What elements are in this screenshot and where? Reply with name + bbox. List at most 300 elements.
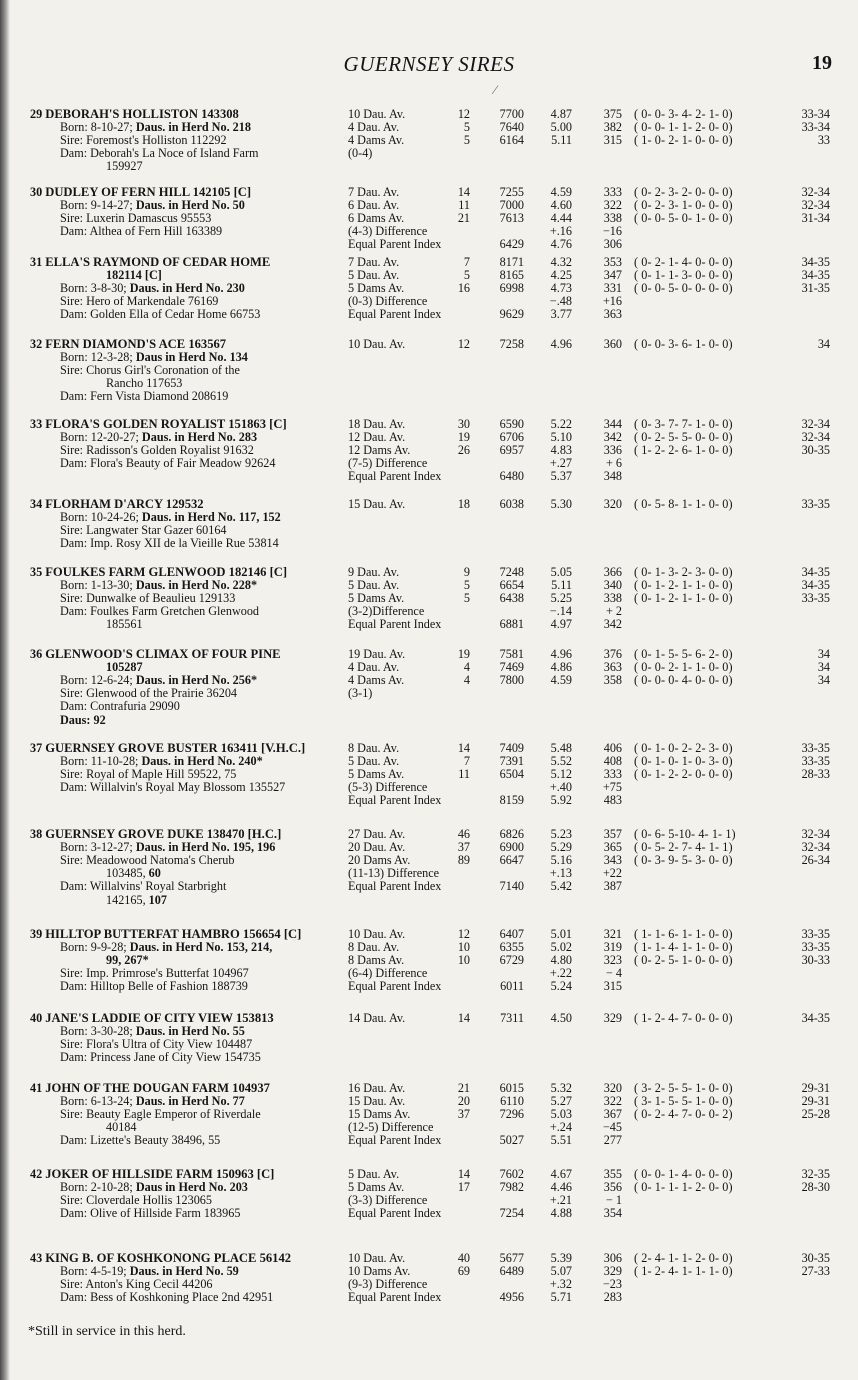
production-distribution: ( 0- 5- 8- 1- 1- 0- 0) [634, 497, 733, 511]
test-years: 34-35 [801, 255, 830, 269]
record-count: 9 [463, 565, 470, 579]
test-years: 26-34 [801, 853, 830, 868]
fat-lbs: 315 [603, 133, 622, 148]
pedigree-line [60, 1291, 273, 1304]
record-count: 5 [463, 591, 470, 606]
entry-number: 30 [30, 185, 43, 199]
herd-reference: Daus in Herd No. 203 [135, 1180, 248, 1195]
test-percent: 3.77 [550, 307, 572, 322]
test-years: 29-31 [801, 1094, 830, 1109]
sire-title [30, 1082, 270, 1095]
test-percent: 5.39 [550, 1251, 572, 1265]
test-years: 32-34 [801, 840, 830, 855]
herd-reference: Daus. in Herd No. 55 [135, 1024, 245, 1039]
production-distribution: ( 0- 0- 0- 4- 0- 0- 0) [634, 673, 733, 688]
pedigree-line [60, 781, 285, 794]
page-title: GUERNSEY SIRES [343, 52, 515, 76]
fat-lbs: − 4 [605, 966, 622, 981]
entry-number: 38 [30, 827, 43, 841]
pedigree-text: 142165, [106, 892, 146, 907]
milk-lbs: 7469 [499, 660, 524, 675]
record-count: 10 [457, 953, 470, 968]
pedigree-line [60, 605, 259, 618]
test-percent: 4.32 [550, 255, 572, 269]
record-count: 12 [457, 337, 470, 351]
test-years: 31-35 [801, 281, 830, 296]
milk-lbs: 6015 [499, 1081, 524, 1095]
milk-lbs: 6654 [499, 578, 524, 593]
record-count: 21 [457, 211, 470, 226]
pedigree-text: Sire: Glenwood of the Prairie 36204 [60, 686, 238, 701]
test-percent: 5.16 [550, 853, 572, 868]
sire-name: JOHN OF THE DOUGAN FARM 104937 [45, 1081, 270, 1095]
milk-lbs: 7409 [499, 741, 524, 755]
stat-label: (0-3) Difference [348, 294, 428, 309]
sire-name: FLORHAM D'ARCY 129532 [45, 497, 204, 511]
milk-lbs: 7296 [499, 1107, 524, 1122]
stat-label: 27 Dau. Av. [348, 827, 406, 841]
test-percent: 5.92 [550, 793, 572, 808]
stat-label: 4 Dams Av. [348, 133, 405, 148]
production-distribution: ( 0- 2- 1- 4- 0- 0- 0) [634, 255, 733, 269]
production-distribution: ( 0- 1- 2- 2- 0- 0- 0) [634, 767, 733, 782]
test-years: 33-35 [801, 497, 830, 511]
entry-number: 29 [30, 107, 43, 121]
pedigree-line [106, 269, 162, 282]
pedigree-line [60, 841, 275, 854]
pedigree-line [60, 592, 235, 605]
test-years: 33-35 [801, 927, 830, 941]
milk-lbs: 6438 [499, 591, 524, 606]
pedigree-line [60, 1051, 261, 1064]
entry-number: 43 [30, 1251, 43, 1265]
test-years: 34 [817, 660, 830, 675]
pedigree-line [60, 147, 259, 160]
test-years: 33 [817, 133, 830, 148]
pedigree-text: Dam: Willalvins' Royal Starbright [60, 879, 227, 894]
fat-lbs: 336 [603, 443, 622, 458]
milk-lbs: 7640 [499, 120, 524, 135]
entry-number: 32 [30, 337, 43, 351]
stat-label: 15 Dams Av. [348, 1107, 411, 1122]
fat-lbs: 365 [603, 840, 622, 855]
pedigree-text: Born: 3-30-28; [60, 1024, 133, 1039]
fat-lbs: 375 [603, 107, 622, 121]
fat-lbs: 320 [603, 1081, 622, 1095]
pedigree-text: Born: 9-9-28; [60, 940, 127, 955]
milk-lbs: 7255 [499, 185, 524, 199]
entry-number: 40 [30, 1011, 43, 1025]
stat-label: 12 Dau. Av. [348, 430, 406, 445]
pedigree-line [60, 390, 228, 403]
milk-lbs: 6429 [499, 237, 524, 252]
test-percent: 5.07 [550, 1264, 572, 1279]
test-years: 27-33 [801, 1264, 830, 1279]
production-distribution: ( 0- 1- 1- 3- 0- 0- 0) [634, 268, 733, 283]
sire-name: JOKER OF HILLSIDE FARM 150963 [C] [45, 1167, 275, 1181]
pedigree-line [60, 212, 211, 225]
production-distribution: ( 0- 2- 5- 5- 0- 0- 0) [634, 430, 733, 445]
pedigree-text: Dam: Flora's Beauty of Fair Meadow 92624 [60, 456, 276, 471]
fat-lbs: 323 [603, 953, 622, 968]
fat-lbs: 357 [603, 827, 622, 841]
pedigree-text: Sire: Dunwalke of Beaulieu 129133 [60, 591, 236, 606]
pedigree-line [60, 351, 248, 364]
herd-reference: Daus. in Herd No. 228* [135, 578, 258, 593]
milk-lbs: 6489 [499, 1264, 524, 1279]
stat-label: (9-3) Difference [348, 1277, 428, 1292]
production-distribution: ( 0- 1- 0- 2- 2- 3- 0) [634, 741, 733, 755]
stat-label: 10 Dau. Av. [348, 107, 406, 121]
production-distribution: ( 0- 2- 4- 7- 0- 0- 2) [634, 1107, 733, 1122]
test-percent: 4.50 [550, 1011, 572, 1025]
test-percent: 4.25 [550, 268, 572, 283]
pedigree-line [60, 364, 240, 377]
pedigree-line [60, 579, 257, 592]
herd-reference: 60 [148, 866, 161, 881]
entry-number: 36 [30, 647, 43, 661]
record-count: 37 [457, 840, 470, 855]
test-percent: 5.42 [550, 879, 572, 894]
test-years: 34-35 [801, 1011, 830, 1025]
pedigree-text: 185561 [106, 617, 143, 632]
production-distribution: ( 0- 0- 5- 0- 0- 0- 0) [634, 281, 733, 296]
sire-name: JANE'S LADDIE OF CITY VIEW 153813 [45, 1011, 274, 1025]
milk-lbs: 6826 [499, 827, 524, 841]
pedigree-line [60, 980, 248, 993]
pedigree-text: Sire: Beauty Eagle Emperor of Riverdale [60, 1107, 261, 1122]
milk-lbs: 7581 [499, 647, 524, 661]
fat-lbs: 367 [603, 1107, 622, 1122]
production-distribution: ( 1- 2- 4- 7- 0- 0- 0) [634, 1011, 733, 1025]
pedigree-line [60, 700, 180, 713]
fat-lbs: 483 [603, 793, 622, 808]
pedigree-text: 182114 [C] [106, 268, 162, 283]
stat-label: 5 Dams Av. [348, 591, 405, 606]
pedigree-text: Sire: Luxerin Damascus 95553 [60, 211, 212, 226]
entry-number: 33 [30, 417, 43, 431]
fat-lbs: 408 [603, 754, 622, 769]
entry-number: 42 [30, 1167, 43, 1181]
pedigree-text: Born: 3-12-27; [60, 840, 133, 855]
test-percent: +.21 [549, 1193, 572, 1208]
test-years: 34 [817, 673, 830, 688]
stat-label: 5 Dams Av. [348, 767, 405, 782]
pedigree-text: Sire: Cloverdale Hollis 123065 [60, 1193, 212, 1208]
test-percent: 5.52 [550, 754, 572, 769]
milk-lbs: 6110 [500, 1094, 524, 1109]
milk-lbs: 6011 [500, 979, 524, 994]
production-distribution: ( 0- 6- 5-10- 4- 1- 1) [634, 827, 736, 841]
fat-lbs: 277 [603, 1133, 622, 1148]
fat-lbs: +75 [602, 780, 622, 795]
test-percent: 4.80 [550, 953, 572, 968]
sire-title [30, 418, 287, 431]
record-count: 11 [458, 198, 470, 213]
stat-label: 9 Dau. Av. [348, 565, 400, 579]
record-count: 10 [457, 940, 470, 955]
entry-number: 31 [30, 255, 43, 269]
test-years: 31-34 [801, 211, 830, 226]
record-count: 5 [463, 120, 470, 135]
fat-lbs: 329 [603, 1011, 622, 1025]
pedigree-text: Dam: Deborah's La Noce of Island Farm [60, 146, 259, 161]
record-count: 89 [457, 853, 470, 868]
pedigree-line [106, 377, 182, 390]
production-distribution: ( 0- 0- 1- 4- 0- 0- 0) [634, 1167, 733, 1181]
stat-label: Equal Parent Index [348, 879, 442, 894]
fat-lbs: 329 [603, 1264, 622, 1279]
test-percent: 5.48 [550, 741, 572, 755]
sire-title [30, 648, 281, 661]
sire-title [30, 256, 270, 269]
record-count: 20 [457, 1094, 470, 1109]
record-count: 26 [457, 443, 470, 458]
milk-lbs: 7311 [500, 1011, 524, 1025]
fat-lbs: 331 [603, 281, 622, 296]
sire-name: FOULKES FARM GLENWOOD 182146 [C] [45, 565, 288, 579]
stat-label: 14 Dau. Av. [348, 1011, 406, 1025]
pedigree-text: Born: 8-10-27; [60, 120, 133, 135]
test-percent: +.40 [549, 780, 572, 795]
milk-lbs: 4956 [499, 1290, 524, 1305]
pedigree-line [60, 854, 234, 867]
test-percent: +.16 [549, 224, 572, 239]
stat-label: 6 Dams Av. [348, 211, 405, 226]
pedigree-text: Born: 6-13-24; [60, 1094, 133, 1109]
pedigree-line [60, 134, 227, 147]
fat-lbs: 333 [603, 185, 622, 199]
pedigree-text: Dam: Olive of Hillside Farm 183965 [60, 1206, 241, 1221]
fat-lbs: 343 [603, 853, 622, 868]
record-count: 14 [457, 185, 470, 199]
milk-lbs: 8159 [499, 793, 524, 808]
pedigree-line [60, 967, 249, 980]
fat-lbs: +16 [602, 294, 622, 309]
pedigree-text: Sire: Hero of Markendale 76169 [60, 294, 219, 309]
stat-label: 4 Dau. Av. [348, 120, 400, 135]
record-count: 4 [463, 673, 470, 688]
production-distribution: ( 0- 1- 2- 1- 1- 0- 0) [634, 591, 733, 606]
sire-title [30, 828, 281, 841]
pedigree-text: Rancho 117653 [106, 376, 183, 391]
pedigree-line [60, 1278, 213, 1291]
pedigree-line [106, 1121, 136, 1134]
pedigree-line [60, 1038, 252, 1051]
stat-label: Equal Parent Index [348, 307, 442, 322]
herd-reference: Daus. in Herd No. 283 [141, 430, 258, 445]
fat-lbs: 333 [603, 767, 622, 782]
fat-lbs: 382 [603, 120, 622, 135]
test-percent: 5.22 [550, 417, 572, 431]
fat-lbs: 353 [603, 255, 622, 269]
test-percent: 5.25 [550, 591, 572, 606]
milk-lbs: 6038 [499, 497, 524, 511]
pedigree-text: Dam: Althea of Fern Hill 163389 [60, 224, 223, 239]
fat-lbs: −45 [602, 1120, 622, 1135]
test-percent: 5.37 [550, 469, 572, 484]
pedigree-text: Dam: Lizette's Beauty 38496, 55 [60, 1133, 221, 1148]
sire-name: FLORA'S GOLDEN ROYALIST 151863 [C] [45, 417, 287, 431]
fat-lbs: 306 [603, 237, 622, 252]
milk-lbs: 7391 [499, 754, 524, 769]
fat-lbs: 340 [603, 578, 622, 593]
stat-label: 19 Dau. Av. [348, 647, 406, 661]
production-distribution: ( 0- 0- 1- 1- 2- 0- 0) [634, 120, 733, 135]
production-distribution: ( 2- 4- 1- 1- 2- 0- 0) [634, 1251, 733, 1265]
milk-lbs: 6998 [499, 281, 524, 296]
stat-label: 10 Dams Av. [348, 1264, 411, 1279]
production-distribution: ( 0- 2- 5- 1- 0- 0- 0) [634, 953, 733, 968]
fat-lbs: − 1 [605, 1193, 622, 1208]
test-percent: 5.32 [550, 1081, 572, 1095]
production-distribution: ( 0- 5- 2- 7- 4- 1- 1) [634, 840, 733, 855]
pedigree-text: Dam: Golden Ella of Cedar Home 66753 [60, 307, 261, 322]
fat-lbs: 338 [603, 211, 622, 226]
stat-label: Equal Parent Index [348, 793, 442, 808]
milk-lbs: 7254 [499, 1206, 524, 1221]
fat-lbs: 320 [603, 497, 622, 511]
milk-lbs: 6480 [499, 469, 524, 484]
stat-label: 20 Dau. Av. [348, 840, 406, 855]
pedigree-line [60, 674, 257, 687]
pedigree-text: Dam: Bess of Koshkoning Place 2nd 42951 [60, 1290, 274, 1305]
test-percent: 4.46 [550, 1180, 572, 1195]
stat-label: Equal Parent Index [348, 1290, 442, 1305]
milk-lbs: 8171 [499, 255, 524, 269]
test-percent: −.14 [549, 604, 572, 619]
test-percent: +.24 [549, 1120, 572, 1135]
fat-lbs: 387 [603, 879, 622, 894]
footnote: *Still in service in this herd. [28, 1324, 186, 1339]
record-count: 17 [457, 1180, 470, 1195]
fat-lbs: 358 [603, 673, 622, 688]
production-distribution: ( 0- 1- 0- 1- 0- 3- 0) [634, 754, 733, 769]
test-years: 34-35 [801, 578, 830, 593]
fat-lbs: 283 [603, 1290, 622, 1305]
production-distribution: ( 1- 1- 4- 1- 1- 0- 0) [634, 940, 733, 955]
stat-label: 4 Dams Av. [348, 673, 405, 688]
pedigree-line [60, 537, 279, 550]
fat-lbs: 366 [603, 565, 622, 579]
milk-lbs: 7982 [499, 1180, 524, 1195]
fat-lbs: 355 [603, 1167, 622, 1181]
fat-lbs: 338 [603, 591, 622, 606]
record-count: 69 [457, 1264, 470, 1279]
test-years: 32-34 [801, 430, 830, 445]
pedigree-text: Born: 2-10-28; [60, 1180, 133, 1195]
test-percent: 5.02 [550, 940, 572, 955]
stat-label: 15 Dau. Av. [348, 497, 406, 511]
record-count: 4 [463, 660, 470, 675]
stat-label: 8 Dams Av. [348, 953, 405, 968]
sire-name: GUERNSEY GROVE DUKE 138470 [H.C.] [45, 827, 282, 841]
stat-label: 10 Dau. Av. [348, 337, 406, 351]
test-years: 34-35 [801, 268, 830, 283]
milk-lbs: 8165 [499, 268, 524, 283]
milk-lbs: 7248 [499, 565, 524, 579]
test-percent: +.22 [549, 966, 572, 981]
milk-lbs: 7602 [499, 1167, 524, 1181]
test-percent: +.32 [549, 1277, 572, 1292]
fat-lbs: 360 [603, 337, 622, 351]
pedigree-text: Born: 12-3-28; [60, 350, 133, 365]
stat-label: 16 Dau. Av. [348, 1081, 406, 1095]
sire-title [30, 338, 226, 351]
production-distribution: ( 0- 1- 3- 2- 3- 0- 0) [634, 565, 733, 579]
milk-lbs: 7000 [499, 198, 524, 213]
stat-label: 7 Dau. Av. [348, 255, 400, 269]
stat-label: 10 Dau. Av. [348, 927, 406, 941]
stat-label: 20 Dams Av. [348, 853, 411, 868]
stat-label: Equal Parent Index [348, 617, 442, 632]
milk-lbs: 6647 [499, 853, 524, 868]
pedigree-line [60, 1194, 212, 1207]
herd-reference: Daus: 92 [60, 712, 106, 727]
pedigree-line [60, 511, 281, 524]
milk-lbs: 6407 [499, 927, 524, 941]
pedigree-text: Dam: Imp. Rosy XII de la Vieille Rue 53814 [60, 536, 279, 551]
pedigree-line [60, 121, 251, 134]
pedigree-line [106, 618, 143, 631]
test-percent: 5.71 [550, 1290, 572, 1305]
production-distribution: ( 0- 2- 3- 2- 0- 0- 0) [634, 185, 733, 199]
pedigree-line [60, 1025, 245, 1038]
stat-label: 5 Dau. Av. [348, 1167, 400, 1181]
stat-label: 8 Dau. Av. [348, 741, 400, 755]
pedigree-text: Born: 1-13-30; [60, 578, 133, 593]
production-distribution: ( 0- 2- 3- 1- 0- 0- 0) [634, 198, 733, 213]
pedigree-text: Born: 4-5-19; [60, 1264, 127, 1279]
milk-lbs: 6355 [499, 940, 524, 955]
fat-lbs: +22 [602, 866, 622, 881]
fat-lbs: 363 [603, 307, 622, 322]
pedigree-text: Sire: Royal of Maple Hill 59522, 75 [60, 767, 237, 782]
sire-name: FERN DIAMOND'S ACE 163567 [45, 337, 227, 351]
fat-lbs: 319 [603, 940, 622, 955]
milk-lbs: 6957 [499, 443, 524, 458]
sire-name: HILLTOP BUTTERFAT HAMBRO 156654 [C] [45, 927, 302, 941]
production-distribution: ( 1- 2- 4- 1- 1- 1- 0) [634, 1264, 733, 1279]
pedigree-text: 105287 [106, 660, 143, 675]
herd-reference: Daus. in Herd No. 230 [129, 281, 245, 296]
test-percent: 5.01 [550, 927, 572, 941]
sire-title [30, 1168, 274, 1181]
stat-label: 8 Dau. Av. [348, 940, 400, 955]
pedigree-line [60, 1134, 220, 1147]
record-count: 14 [457, 1167, 470, 1181]
stat-label: 5 Dams Av. [348, 1180, 405, 1195]
record-count: 5 [463, 133, 470, 148]
test-years: 32-35 [801, 1167, 830, 1181]
record-count: 40 [457, 1251, 470, 1265]
fat-lbs: 348 [603, 469, 622, 484]
test-percent: 5.05 [550, 565, 572, 579]
stat-label: 15 Dau. Av. [348, 1094, 406, 1109]
milk-lbs: 6881 [499, 617, 524, 632]
pedigree-text: Sire: Anton's King Cecil 44206 [60, 1277, 213, 1292]
pedigree-line [60, 880, 226, 893]
test-percent: 4.96 [550, 337, 572, 351]
herd-reference: Daus. in Herd No. 77 [135, 1094, 245, 1109]
entry-number: 39 [30, 927, 43, 941]
stat-label: Equal Parent Index [348, 469, 442, 484]
record-count: 37 [457, 1107, 470, 1122]
entry-number: 37 [30, 741, 43, 755]
scan-edge-shadow [0, 0, 10, 1380]
pedigree-line [60, 295, 218, 308]
fat-lbs: 356 [603, 1180, 622, 1195]
